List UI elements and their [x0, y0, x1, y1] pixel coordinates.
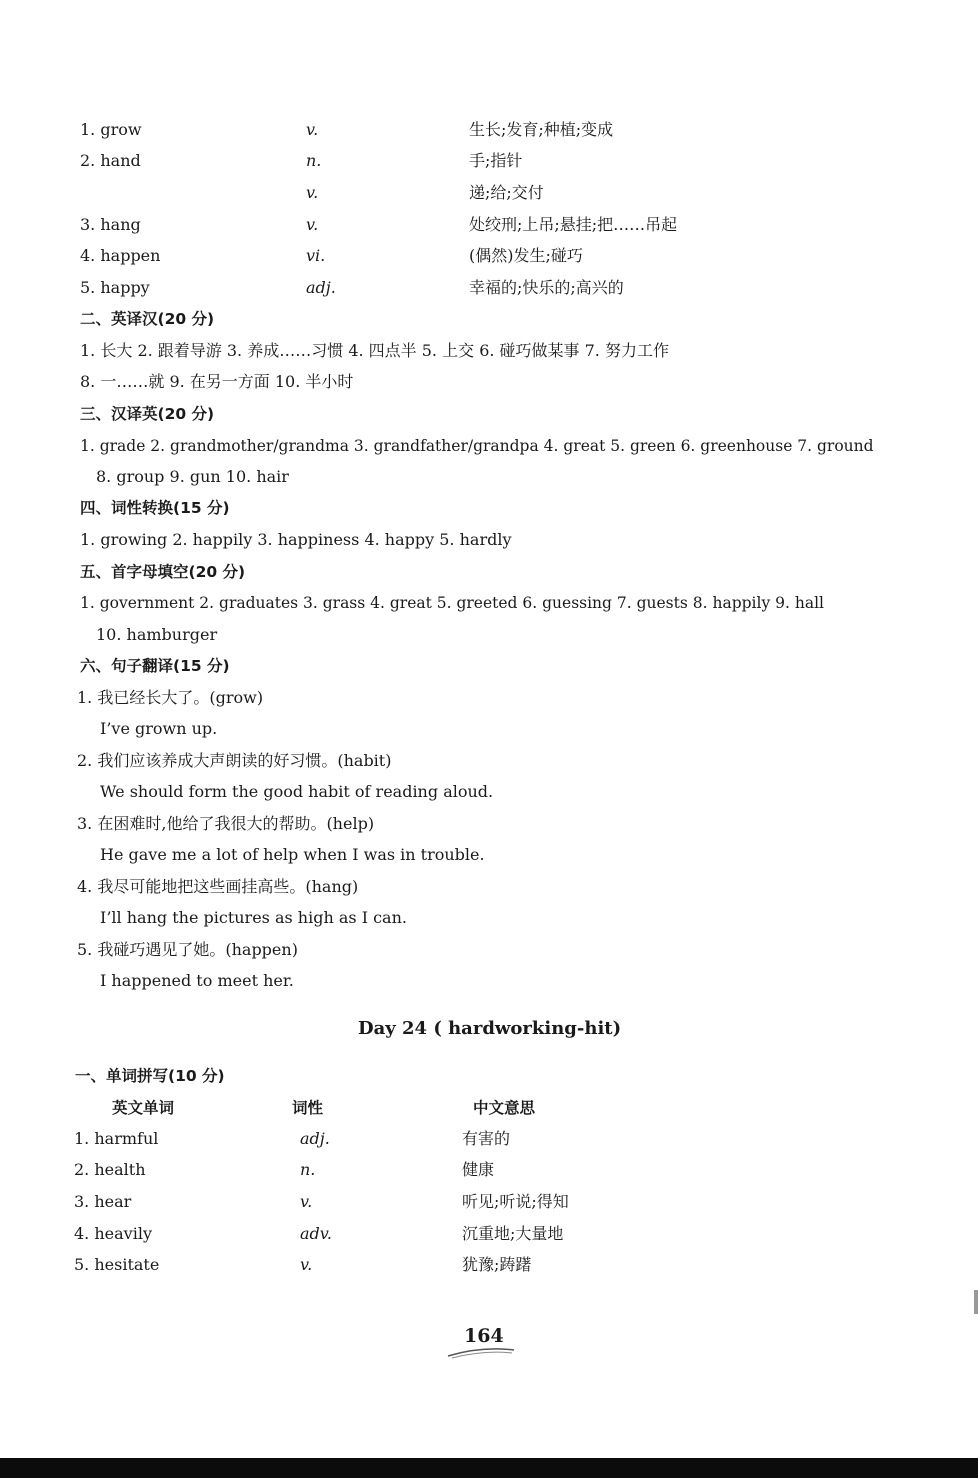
- section-heading: 三、汉译英(20 分): [80, 405, 215, 423]
- column-header-word: 英文单词: [112, 1099, 175, 1117]
- column-header-pos: 词性: [292, 1099, 324, 1117]
- vocab-pos: vi.: [306, 246, 326, 265]
- vocab-meaning: 幸福的;快乐的;高兴的: [469, 278, 624, 297]
- vocab-word: 4. heavily: [74, 1224, 152, 1243]
- vocab-word: 3. hear: [74, 1192, 132, 1211]
- sentence-en: We should form the good habit of reading aloud.: [100, 782, 494, 801]
- vocab-meaning: 有害的: [462, 1129, 511, 1148]
- vocab-word: 4. happen: [80, 246, 161, 265]
- vocab-meaning: 处绞刑;上吊;悬挂;把……吊起: [469, 215, 678, 234]
- vocab-word: 5. happy: [80, 278, 150, 297]
- answer-line: 8. group 9. gun 10. hair: [96, 467, 289, 486]
- scan-bottom-bar: [0, 1458, 978, 1478]
- answer-line: 1. growing 2. happily 3. happiness 4. happy 5. hardly: [80, 530, 512, 549]
- sentence-cn: 2. 我们应该养成大声朗读的好习惯。(habit): [77, 751, 392, 770]
- vocab-pos: adv.: [300, 1224, 333, 1243]
- section-heading: 四、词性转换(15 分): [80, 499, 230, 517]
- vocab-pos: n.: [306, 151, 322, 170]
- vocab-word: 3. hang: [80, 215, 141, 234]
- sentence-cn: 3. 在困难时,他给了我很大的帮助。(help): [77, 814, 375, 833]
- answer-line: 1. government 2. graduates 3. grass 4. great 5. greeted 6. guessing 7. guests 8. happily 9. hall: [80, 594, 824, 612]
- vocab-pos: v.: [300, 1255, 313, 1274]
- vocab-pos: adj.: [300, 1129, 330, 1148]
- page-edge-mark: [974, 1290, 978, 1314]
- vocab-pos: v.: [306, 183, 319, 202]
- vocab-meaning: 犹豫;踌躇: [462, 1255, 532, 1274]
- column-header-meaning: 中文意思: [473, 1099, 536, 1117]
- vocab-pos: v.: [300, 1192, 313, 1211]
- day-title: Day 24 ( hardworking-hit): [358, 1018, 622, 1039]
- vocab-word: 5. hesitate: [74, 1255, 160, 1274]
- sentence-cn: 1. 我已经长大了。(grow): [77, 688, 264, 707]
- vocab-meaning: (偶然)发生;碰巧: [469, 246, 583, 265]
- section-heading: 六、句子翻译(15 分): [80, 657, 230, 675]
- section-heading: 五、首字母填空(20 分): [80, 563, 246, 581]
- sentence-cn: 4. 我尽可能地把这些画挂高些。(hang): [77, 877, 359, 896]
- sentence-en: I’ve grown up.: [100, 719, 218, 738]
- answer-line: 10. hamburger: [96, 625, 218, 644]
- vocab-word: 1. harmful: [74, 1129, 159, 1148]
- answer-line: 8. 一……就 9. 在另一方面 10. 半小时: [80, 372, 354, 391]
- vocab-word: 2. health: [74, 1160, 146, 1179]
- vocab-word: 2. hand: [80, 151, 141, 170]
- vocab-meaning: 听见;听说;得知: [462, 1192, 569, 1211]
- answer-line: 1. grade 2. grandmother/grandma 3. grandfather/grandpa 4. great 5. green 6. greenhouse 7. ground: [80, 437, 874, 455]
- vocab-pos: v.: [306, 120, 319, 139]
- vocab-meaning: 生长;发育;种植;变成: [469, 120, 614, 139]
- sentence-cn: 5. 我碰巧遇见了她。(happen): [77, 940, 298, 959]
- swoosh-decoration-icon: [446, 1344, 516, 1360]
- section-heading: 一、单词拼写(10 分): [75, 1067, 225, 1085]
- answer-line: 1. 长大 2. 跟着导游 3. 养成……习惯 4. 四点半 5. 上交 6. 碰巧做某事 7. 努力工作: [80, 341, 669, 360]
- vocab-meaning: 沉重地;大量地: [462, 1224, 564, 1243]
- vocab-pos: adj.: [306, 278, 336, 297]
- vocab-meaning: 手;指针: [469, 151, 523, 170]
- vocab-meaning: 健康: [462, 1160, 495, 1179]
- vocab-meaning: 递;给;交付: [469, 183, 544, 202]
- sentence-en: I happened to meet her.: [100, 971, 294, 990]
- vocab-pos: v.: [306, 215, 319, 234]
- section-heading: 二、英译汉(20 分): [80, 310, 215, 328]
- vocab-pos: n.: [300, 1160, 316, 1179]
- vocab-word: 1. grow: [80, 120, 142, 139]
- page-number: 164: [464, 1325, 504, 1347]
- sentence-en: He gave me a lot of help when I was in trouble.: [100, 845, 485, 864]
- sentence-en: I’ll hang the pictures as high as I can.: [100, 908, 407, 927]
